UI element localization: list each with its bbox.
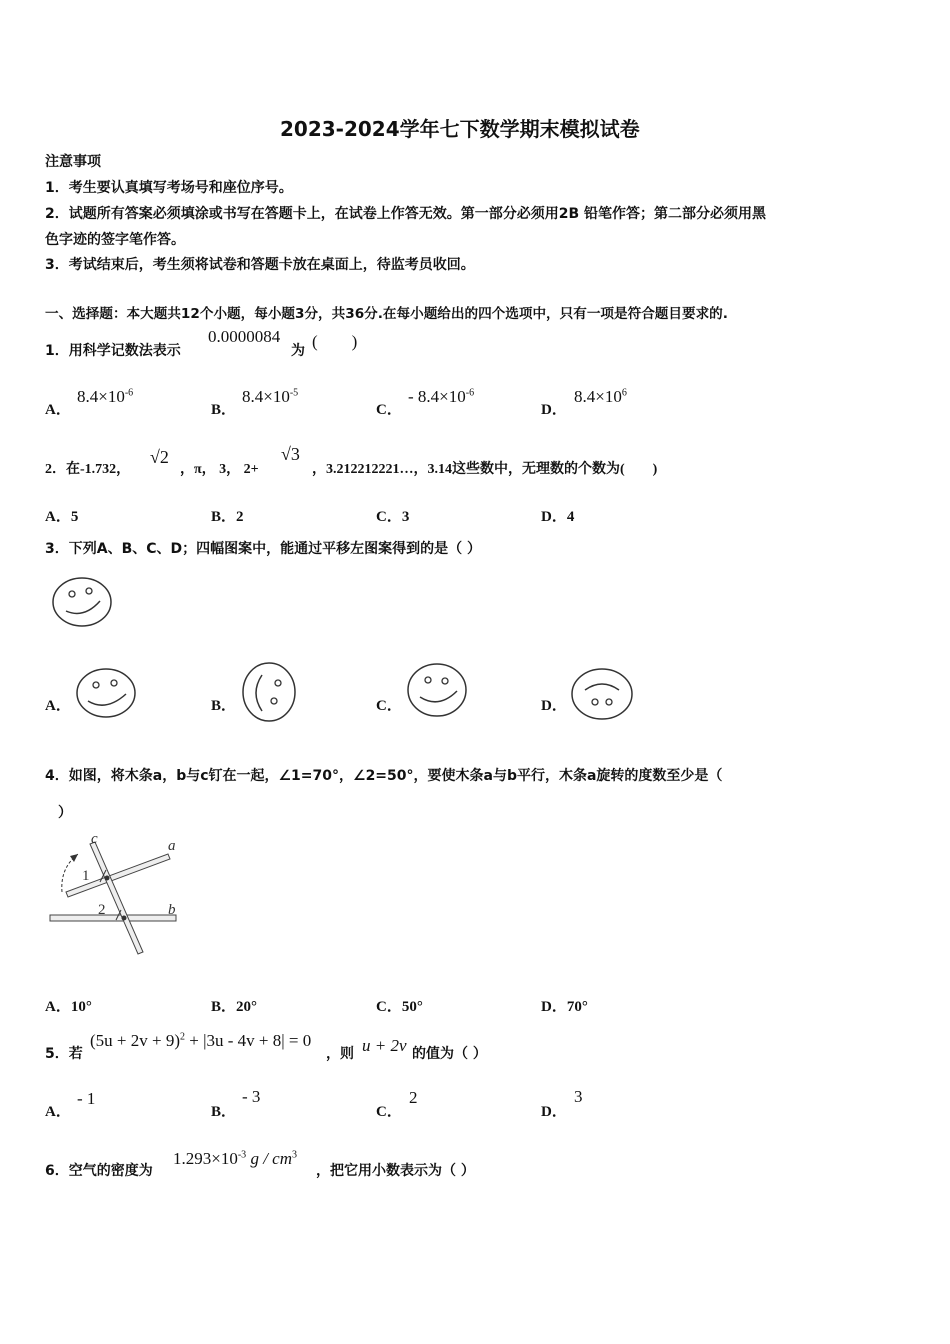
option-value: 2 [236, 509, 244, 525]
option-value: 10° [70, 999, 92, 1015]
question-text: 6．空气的密度为 [45, 1163, 153, 1179]
figure-label-angle-1: 1 [82, 868, 90, 884]
question-text: 2．在-1.732， [45, 462, 131, 477]
question-text: 1．用科学记数法表示 [45, 343, 181, 359]
option-label: A． [45, 698, 71, 714]
option-value: - 8.4×10 [408, 387, 466, 406]
exponent: 3 [291, 1149, 297, 1161]
question-text: ，π， 3， 2+ [180, 462, 259, 477]
sqrt-3: √3 [281, 444, 300, 464]
figure-label-b: b [168, 902, 176, 918]
notice-item: 2．试题所有答案必须填涂或书写在答题卡上，在试卷上作答无效。第一部分必须用2B 铅笔作答；第二部分必须用黑 [45, 206, 767, 222]
notice-item: 色字迹的签字笔作答。 [45, 232, 185, 248]
option-value: 8.4×10 [77, 387, 125, 406]
question-text: 5．若 [45, 1046, 83, 1062]
option-value: 3 [401, 509, 410, 525]
option-value: 8.4×10 [242, 387, 290, 406]
exponent: 2 [180, 1031, 185, 1043]
question-text: ） [58, 805, 72, 821]
question-text: ，3.212212221…，3.14这些数中，无理数的个数为( ) [312, 462, 658, 477]
question-text: ，把它用小数表示为（ ） [316, 1163, 475, 1179]
notice-heading: 注意事项 [45, 154, 101, 170]
question-text: 4．如图，将木条a，b与c钉在一起，∠1=70°，∠2=50°，要使木条a与b平行，木条a旋转的度数至少是（ [45, 768, 723, 784]
question-text: ，则 [326, 1046, 354, 1062]
option-value: 2 [409, 1088, 418, 1107]
option-label: C． [376, 999, 402, 1015]
option-value: - 1 [77, 1089, 96, 1108]
answer-paren: ( ) [312, 332, 358, 351]
wood-strips-figure [44, 826, 184, 962]
exponent: -3 [237, 1149, 247, 1161]
figure-label-a: a [168, 838, 176, 854]
option-value: 70° [566, 999, 588, 1015]
exponent: -6 [124, 387, 134, 399]
math-expression: 0.0000084 [208, 327, 281, 346]
option-value: 50° [401, 999, 423, 1015]
exponent: 6 [621, 387, 627, 399]
math-expression: 1.293×10 [173, 1149, 238, 1168]
option-label: C． [376, 1104, 402, 1120]
sqrt-2: √2 [150, 447, 169, 467]
option-value: 20° [236, 999, 258, 1015]
option-label: B． [211, 999, 237, 1015]
math-expression: (5u + 2v + 9) [90, 1031, 180, 1050]
option-label: B． [211, 509, 237, 525]
page-title: 2023-2024学年七下数学期末模拟试卷 [280, 117, 640, 141]
option-label: B． [211, 698, 237, 714]
option-label: D． [541, 999, 567, 1015]
math-expression: u + 2v [362, 1036, 407, 1055]
figure-label-angle-2: 2 [98, 902, 106, 918]
unit: g / cm [246, 1149, 292, 1168]
figure-label-c: c [91, 831, 98, 847]
smiley-option-a [74, 666, 138, 722]
smiley-option-d [569, 666, 635, 722]
option-label: D． [541, 698, 567, 714]
option-label: D． [541, 509, 567, 525]
option-label: A． [45, 1104, 71, 1120]
option-label: A． [45, 402, 71, 418]
smiley-option-b [240, 661, 300, 723]
section-heading: 一、选择题：本大题共12个小题，每小题3分，共36分.在每小题给出的四个选项中，只有一项是符合题目要求的. [45, 306, 728, 322]
option-value: 3 [574, 1087, 583, 1106]
option-label: B． [211, 402, 237, 418]
option-label: C． [376, 402, 402, 418]
option-value: 4 [566, 509, 575, 525]
notice-item: 3．考试结束后，考生须将试卷和答题卡放在桌面上，待监考员收回。 [45, 257, 475, 273]
question-text: 的值为（ ） [412, 1046, 487, 1062]
option-label: C． [376, 698, 402, 714]
option-label: D． [541, 402, 567, 418]
smiley-source-figure [50, 575, 116, 631]
option-label: C． [376, 509, 402, 525]
question-text: 3．下列A、B、C、D；四幅图案中，能通过平移左图案得到的是（ ） [45, 541, 482, 557]
option-label: A． [45, 999, 71, 1015]
option-value: 5 [70, 509, 79, 525]
math-expression: + |3u - 4v + 8| = 0 [185, 1031, 312, 1050]
option-value: - 3 [242, 1087, 261, 1106]
option-label: B． [211, 1104, 237, 1120]
question-text: 为 [291, 343, 305, 359]
exponent: -6 [465, 387, 475, 399]
smiley-option-c [405, 661, 469, 719]
option-label: D． [541, 1104, 567, 1120]
exponent: -5 [289, 387, 299, 399]
option-label: A． [45, 509, 71, 525]
option-value: 8.4×10 [574, 387, 622, 406]
notice-item: 1．考生要认真填写考场号和座位序号。 [45, 180, 293, 196]
